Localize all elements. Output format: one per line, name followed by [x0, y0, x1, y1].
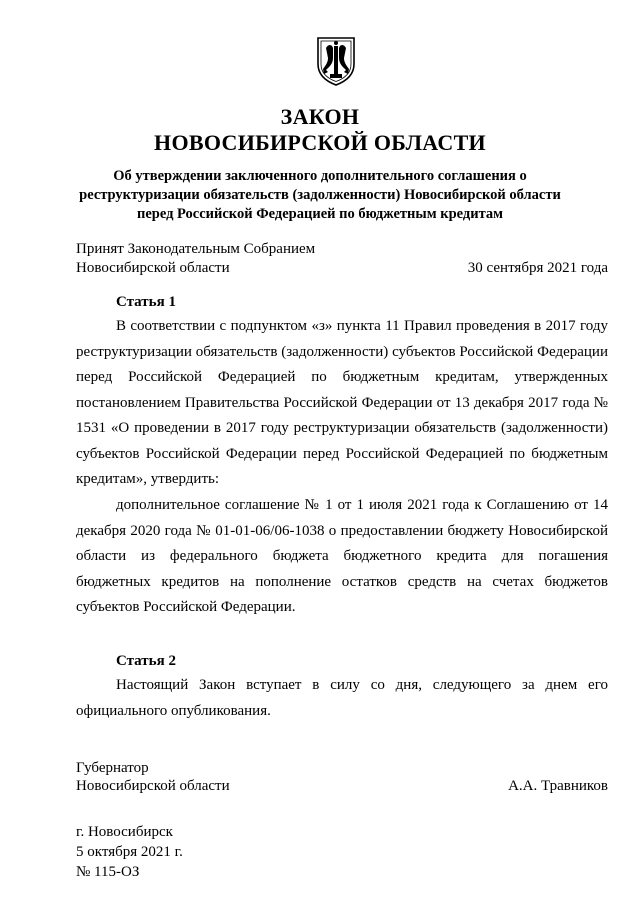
signature-region: Новосибирской области: [76, 778, 230, 794]
adoption-line2: [76, 258, 608, 278]
document-footer: [76, 822, 183, 882]
article-2-paragraph: Настоящий Закон вступает в силу со дня, следующего за днем его официального опубликования.: [76, 677, 608, 719]
footer-date: 5 октября 2021 г.: [76, 844, 183, 860]
article-2-heading: Статья 2: [116, 653, 176, 669]
adoption-body: Новосибирской области: [76, 260, 230, 276]
article-1-heading: Статья 1: [116, 294, 176, 310]
signature-line: [76, 776, 608, 796]
law-title: ЗАКОН: [280, 104, 360, 129]
article-1-agreement-paragraph: дополнительное соглашение № 1 от 1 июля 2021 года к Соглашению от 14 декабря 2020 года № 01-01-06/06-1038 о предоставлении бюджету Новосибирской области из федерального бюджета бюджетного кредита для погашения бюджетных кредитов на пополнение остатков средств на счетах бюджетов субъектов Российской Федерации.: [76, 497, 608, 615]
adoption-line1: Принят Законодательным Собранием: [76, 241, 316, 257]
footer-number: № 115-ОЗ: [76, 864, 140, 880]
law-subtitle: [60, 167, 580, 224]
article-1-paragraph: В соответствии с подпунктом «з» пункта 11 Правил проведения в 2017 году реструктуризации обязательств (задолженности) субъектов Российской Федерации перед Российской Федерацией по бюджетным кредитам, утвержденных постановлением Правительства Российской Федерации от 13 декабря 2017 года № 1531 «О проведении в 2017 году реструктуризации обязательств (задолженности) субъектов Российской Федерации перед Российской Федерацией по бюджетным кредитам», утвердить:: [76, 318, 608, 487]
coat-of-arms-icon: [314, 34, 358, 86]
signature-title: Губернатор: [76, 760, 149, 776]
region-title: НОВОСИБИРСКОЙ ОБЛАСТИ: [154, 130, 486, 155]
subtitle-line: реструктуризации обязательств (задолженности) Новосибирской области: [79, 187, 561, 203]
footer-place: г. Новосибирск: [76, 824, 173, 840]
governor-name: А.А. Травников: [508, 778, 608, 794]
adoption-date: 30 сентября 2021 года: [467, 260, 608, 276]
subtitle-line: перед Российской Федерацией по бюджетным кредитам: [136, 206, 504, 222]
subtitle-line: Об утверждении заключенного дополнительного соглашения о: [113, 168, 527, 184]
